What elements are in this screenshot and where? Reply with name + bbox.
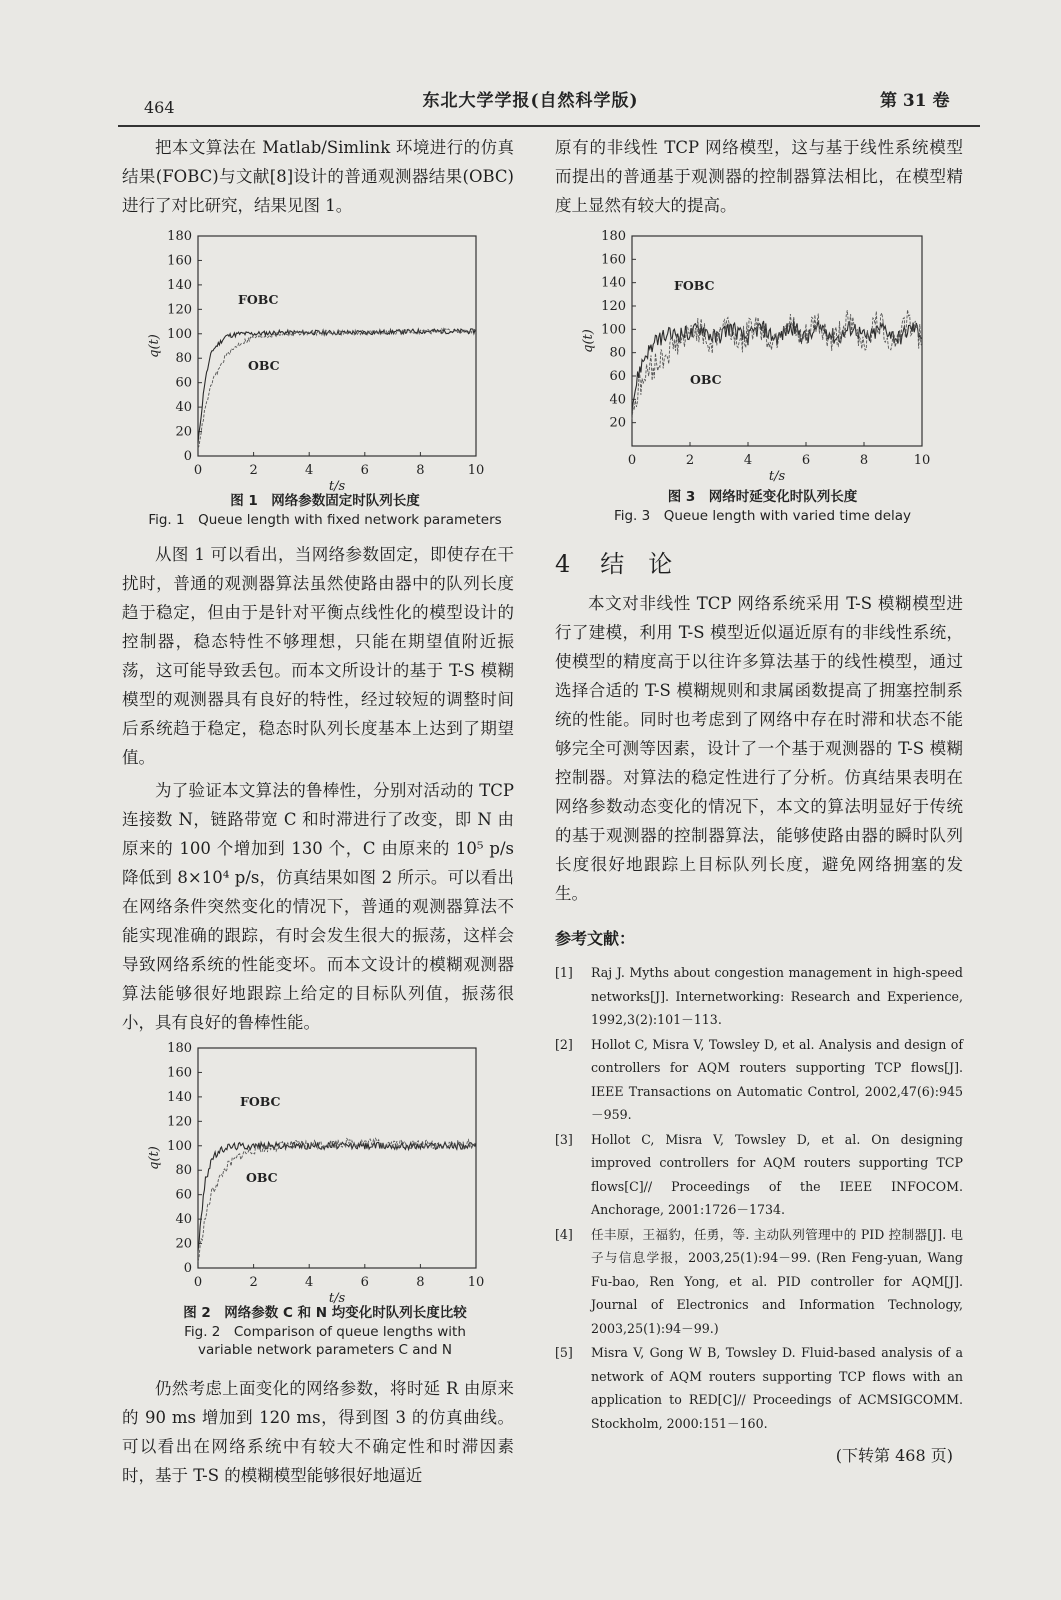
y-tick-label: 120 [167,302,192,318]
journal-title: 东北大学学报(自然科学版) [422,91,639,111]
figure-3 [570,226,955,525]
x-tick-label: 10 [913,453,931,468]
right-column-body [555,538,963,1466]
volume-label: 第 31 卷 [880,91,950,111]
series-line-obc [632,310,922,420]
y-axis-label: q(t) [147,334,162,358]
y-tick-label: 100 [167,326,192,342]
y-tick-label: 60 [175,1187,192,1203]
figure-3-caption-en: Fig. 3 Queue length with varied time delay [613,508,912,524]
x-axis-label: t/s [328,1291,346,1306]
x-tick-label: 4 [305,463,314,478]
y-tick-label: 160 [167,1065,192,1081]
y-tick-label: 40 [175,400,192,416]
left-paragraph-1: 把本文算法在 Matlab/Simlink 环境进行的仿真结果(FOBC)与文献[8]设计的普通观测器结果(OBC)进行了对比研究，结果见图 1。 [122,138,514,215]
page-number: 464 [144,98,175,117]
right-column-top [555,133,963,220]
x-tick-label: 6 [801,453,811,468]
reference-number: [3] [555,1131,573,1147]
section-heading [555,544,963,579]
section-title: 结 论 [600,550,673,578]
y-tick-label: 140 [167,277,192,293]
series-label: OBC [246,1170,278,1185]
reference-list [555,961,963,1435]
y-tick-label: 20 [609,415,626,431]
left-paragraph-2: 从图 1 可以看出，当网络参数固定，即使存在干扰时，普通的观测器算法虽然使路由器中的队列长度趋于稳定，但由于是针对平衡点线性化的模型设计的控制器，稳态特性不够理想，只能在期望值附近振荡，这可能导致丢包。而本文所设计的基于 T-S 模糊模型的观测器具有良好的特性，经过较短的调整时间后系统趋于稳定，稳态时队列长度基本上达到了期望值。 [122,545,514,767]
y-axis-label: q(t) [147,1146,162,1170]
series-label: FOBC [238,292,279,307]
x-tick-label: 0 [193,1275,203,1290]
figure-2 [140,1041,510,1359]
y-tick-label: 80 [175,1163,192,1179]
figure-2-caption [140,1304,510,1359]
y-tick-label: 20 [175,1236,192,1252]
y-tick-label: 140 [167,1089,192,1105]
left-paragraph-4: 仍然考虑上面变化的网络参数，将时延 R 由原来的 90 ms 增加到 120 ms，得到图 3 的仿真曲线。可以看出在网络系统中有较大不确定性和时滞因素时，基于 T-S 的模糊模型能够很好地逼近 [122,1379,514,1485]
y-tick-label: 100 [167,1138,192,1154]
x-tick-label: 8 [416,1275,425,1290]
chart-axes [581,229,930,484]
x-tick-label: 4 [743,453,753,468]
reference-item [555,1341,963,1435]
y-tick-label: 160 [601,252,626,268]
x-tick-label: 6 [360,1275,369,1290]
figure-3-caption [570,488,955,525]
figure-3-chart [570,226,955,488]
x-tick-label: 2 [685,453,695,468]
reference-item [555,1223,963,1341]
reference-item [555,1128,963,1222]
figure-1-caption [140,492,510,529]
x-tick-label: 0 [193,463,203,478]
reference-text: 任丰原，王福豹，任勇，等. 主动队列管理中的 PID 控制器[J]. 电子与信息学报，2003,25(1):94－99. (Ren Feng-yuan, Wang Fu-bao, Ren Yong, et al. PID controller for AQM[J]. Journal of Electronics and Information Technology, 2003,25(1):94－99.) [591,1226,963,1336]
series-label: OBC [690,372,722,387]
series-label: OBC [248,358,280,373]
x-tick-label: 8 [416,463,425,478]
y-tick-label: 160 [167,253,192,269]
series-line-fobc [632,320,922,413]
figure-1 [140,229,510,529]
series-line-obc [198,1138,476,1261]
y-tick-label: 180 [167,1041,192,1056]
x-axis-label: t/s [328,479,346,494]
x-tick-label: 8 [859,453,869,468]
y-tick-label: 0 [183,449,192,464]
x-tick-label: 4 [305,1275,314,1290]
y-tick-label: 180 [601,229,626,244]
left-column-mid [122,540,514,1037]
x-tick-label: 6 [360,463,369,478]
figure-2-caption-en: Fig. 2 Comparison of queue lengths with variable network parameters C and N [184,1324,466,1358]
series-line-obc [198,329,476,448]
series-label: FOBC [674,278,715,293]
header-rule [118,125,980,127]
right-paragraph-1: 原有的非线性 TCP 网络模型，这与基于线性系统模型而提出的普通基于观测器的控制器算法相比，在模型精度上显然有较大的提高。 [555,138,963,215]
reference-item [555,961,963,1032]
x-tick-label: 10 [467,463,485,478]
y-tick-label: 120 [601,299,626,314]
chart-axes [147,229,484,494]
y-tick-label: 0 [183,1261,192,1276]
y-tick-label: 60 [609,369,626,384]
reference-number: [2] [555,1036,573,1052]
y-tick-label: 120 [167,1114,192,1130]
y-tick-label: 140 [601,275,626,291]
left-column [122,133,514,220]
x-tick-label: 2 [249,463,258,478]
y-tick-label: 100 [601,322,626,338]
figure-1-caption-en: Fig. 1 Queue length with fixed network parameters [148,512,502,528]
x-tick-label: 10 [467,1275,485,1290]
figure-1-chart [140,229,510,494]
left-column-bottom [122,1374,514,1490]
plot-frame [198,1048,476,1268]
x-tick-label: 0 [627,453,637,468]
y-axis-label: q(t) [581,329,596,353]
figure-1-caption-zh: 图 1 网络参数固定时队列长度 [230,493,420,509]
y-tick-label: 40 [175,1212,192,1228]
chart-axes [147,1041,484,1306]
reference-number: [1] [555,965,573,980]
figure-2-caption-zh: 图 2 网络参数 C 和 N 均变化时队列长度比较 [183,1305,467,1321]
continued-note: (下转第 468 页) [835,1446,953,1465]
x-tick-label: 2 [249,1275,258,1290]
y-tick-label: 40 [609,392,626,408]
x-axis-label: t/s [768,469,786,484]
left-paragraph-3: 为了验证本文算法的鲁棒性，分别对活动的 TCP 连接数 N，链路带宽 C 和时滞进行了改变，即 N 由原来的 100 个增加到 130 个，C 由原来的 10⁵ p/s 降低到 8×10⁴ p/s，仿真结果如图 2 所示。可以看出在网络条件突然变化的情况下，普通的观测器算法不能实现准确的跟踪，有时会发生很大的振荡，这样会导致网络系统的性能变坏。而本文设计的模糊观测器算法能够很好地跟踪上给定的目标队列值，振荡很小，具有良好的鲁棒性能。 [122,781,514,1032]
section-number: 4 [555,550,571,578]
y-tick-label: 180 [167,229,192,244]
series-label: FOBC [240,1094,281,1109]
reference-text: Hollot C, Misra V, Towsley D, et al. On designing improved controllers for AQM routers supporting TCP flows[C]// Proceedings of the IEEE INFOCOM. Anchorage, 2001:1726－1734. [591,1131,963,1217]
reference-number: [5] [555,1345,573,1360]
y-tick-label: 60 [175,375,192,391]
y-tick-label: 80 [609,345,626,361]
reference-item [555,1033,963,1127]
figure-3-caption-zh: 图 3 网络时延变化时队列长度 [667,489,858,505]
reference-text: Raj J. Myths about congestion management in high-speed networks[J]. Internetworking: Research and Experience, 1992,3(2):101－113. [591,965,963,1027]
conclusion-paragraph: 本文对非线性 TCP 网络系统采用 T-S 模糊模型进行了建模，利用 T-S 模型近似逼近原有的非线性系统，使模型的精度高于以往许多算法基于的线性模型，通过选择合适的 T-S 模糊规则和隶属函数提高了拥塞控制系统的性能。同时也考虑到了网络中存在时滞和状态不能够完全可测等因素，设计了一个基于观测器的 T-S 模糊控制器。对算法的稳定性进行了分析。仿真结果表明在网络参数动态变化的情况下，本文的算法明显好于传统的基于观测器的控制器算法，能够使路由器的瞬时队列长度很好地跟踪上目标队列长度，避免网络拥塞的发生。 [555,594,963,903]
y-tick-label: 20 [175,424,192,440]
reference-number: [4] [555,1226,573,1242]
references-heading: 参考文献： [555,929,636,948]
y-tick-label: 80 [175,351,192,367]
series-line-fobc [198,1142,476,1251]
reference-text: Misra V, Gong W B, Towsley D. Fluid-based analysis of a network of AQM routers supporting TCP flows with an application to RED[C]// Proceedings of ACMSIGCOMM. Stockholm, 2000:151－160. [591,1345,963,1431]
reference-text: Hollot C, Misra V, Towsley D, et al. Analysis and design of controllers for AQM routers supporting TCP flows[J]. IEEE Transactions on Automatic Control, 2002,47(6):945－959. [591,1036,963,1122]
figure-2-chart [140,1041,510,1306]
